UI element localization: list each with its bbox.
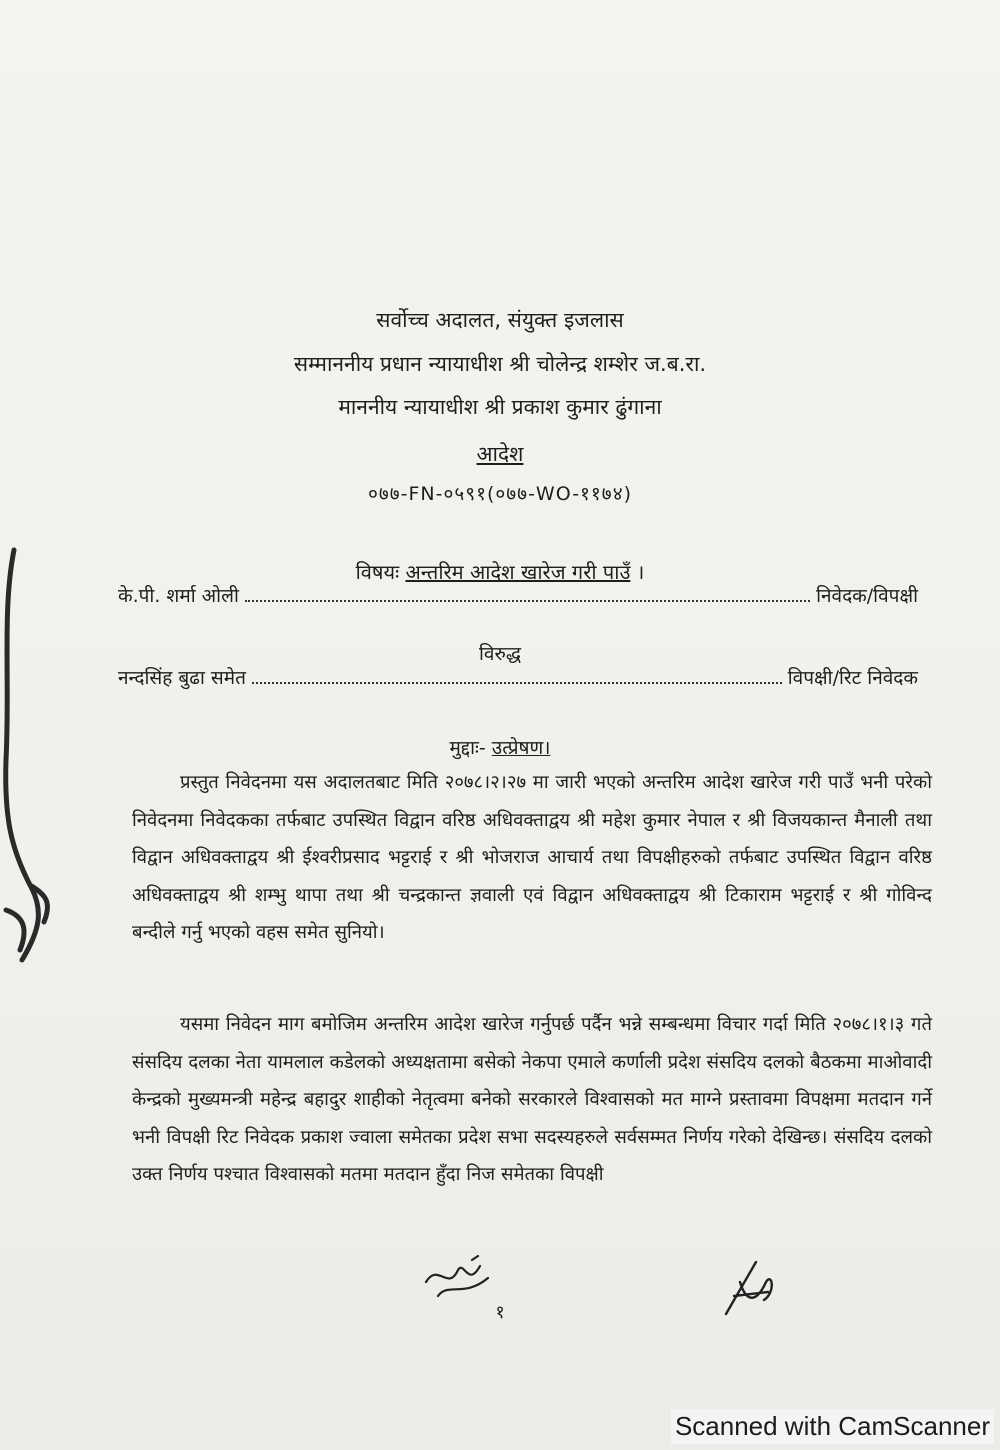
subject-text: अन्तरिम आदेश खारेज गरी पाउँ (405, 560, 631, 584)
page-number: १ (495, 1302, 505, 1323)
subject-end: । (636, 560, 645, 584)
body-paragraph: यसमा निवेदन माग बमोजिम अन्तरिम आदेश खारेज गर्नुपर्छ पर्दैन भन्ने सम्बन्धमा विचार गर्दा मिति २०७८।१।३ गते संसदिय दलका नेता यामलाल कडेलको अध्यक्षतामा बसेको नेकपा एमाले कर्णाली प्रदेश संसदिय दलको बैठकमा माओवादी केन्द्रको मुख्यमन्त्री महेन्द्र बहादुर शाहीको नेतृत्वमा बनेको सरकारले विश्वासको मत माग्ने प्रस्तावमा विपक्षमा मतदान गर्ने भनी विपक्षी रिट निवेदक प्रकाश ज्वाला समेतका प्रदेश सभा सदस्यहरुले सर्वसम्मत निर्णय गरेको देखिन्छ। संसदिय दलको उक्त निर्णय पश्चात विश्वासको मतमा मतदान हुँदा निज समेतका विपक्षी (132, 1014, 932, 1185)
party-petitioner (118, 582, 918, 608)
signature-mark (418, 1252, 498, 1302)
respondent-role: विपक्षी/रिट निवेदक (787, 667, 918, 689)
respondent-name: नन्दसिंह बुढा समेत (118, 667, 246, 689)
case-number: ०७७-FN-०५९१(०७७-WO-११७४) (368, 483, 632, 505)
case-matter (0, 734, 1000, 760)
petitioner-name: के.पी. शर्मा ओली (118, 585, 239, 607)
subject-label: विषयः (355, 560, 400, 584)
bench-chief-justice: सम्माननीय प्रधान न्यायाधीश श्री चोलेन्द्र शम्शेर ज.ब.रा. (293, 352, 707, 376)
subject-line (0, 558, 1000, 585)
bench-justice: माननीय न्यायाधीश श्री प्रकाश कुमार ढुंगाना (338, 395, 662, 419)
case-matter-label: मुद्दाः- (449, 737, 486, 759)
binding-thread (0, 530, 70, 1010)
case-matter-value: उत्प्रेषण। (491, 737, 551, 759)
leader-dots (252, 681, 782, 684)
versus-label: विरुद्ध (478, 643, 522, 665)
party-respondent (118, 664, 918, 690)
leader-dots (245, 599, 810, 602)
scanner-watermark: Scanned with CamScanner (671, 1409, 994, 1444)
petitioner-role: निवेदक/विपक्षी (816, 585, 918, 607)
court-name: सर्वोच्च अदालत, संयुक्त इजलास (376, 308, 624, 332)
document-type: आदेश (476, 442, 524, 466)
body-paragraph: प्रस्तुत निवेदनमा यस अदालतबाट मिति २०७८।२।२७ मा जारी भएको अन्तरिम आदेश खारेज गरी पाउँ भनी परेको निवेदनमा निवेदकका तर्फबाट उपस्थित विद्वान वरिष्ठ अधिवक्ताद्वय श्री महेश कुमार नेपाल र श्री विजयकान्त मैनाली तथा विद्वान अधिवक्ताद्वय श्री ईश्वरीप्रसाद भट्टराई र श्री भोजराज आचार्य तथा विपक्षीहरुको तर्फबाट उपस्थित विद्वान वरिष्ठ अधिवक्ताद्वय श्री शम्भु थापा तथा श्री चन्द्रकान्त ज्ञवाली एवं विद्वान अधिवक्ताद्वय श्री टिकाराम भट्टराई र श्री गोविन्द बन्दीले गर्नु भएको वहस समेत सुनियो। (132, 772, 932, 943)
